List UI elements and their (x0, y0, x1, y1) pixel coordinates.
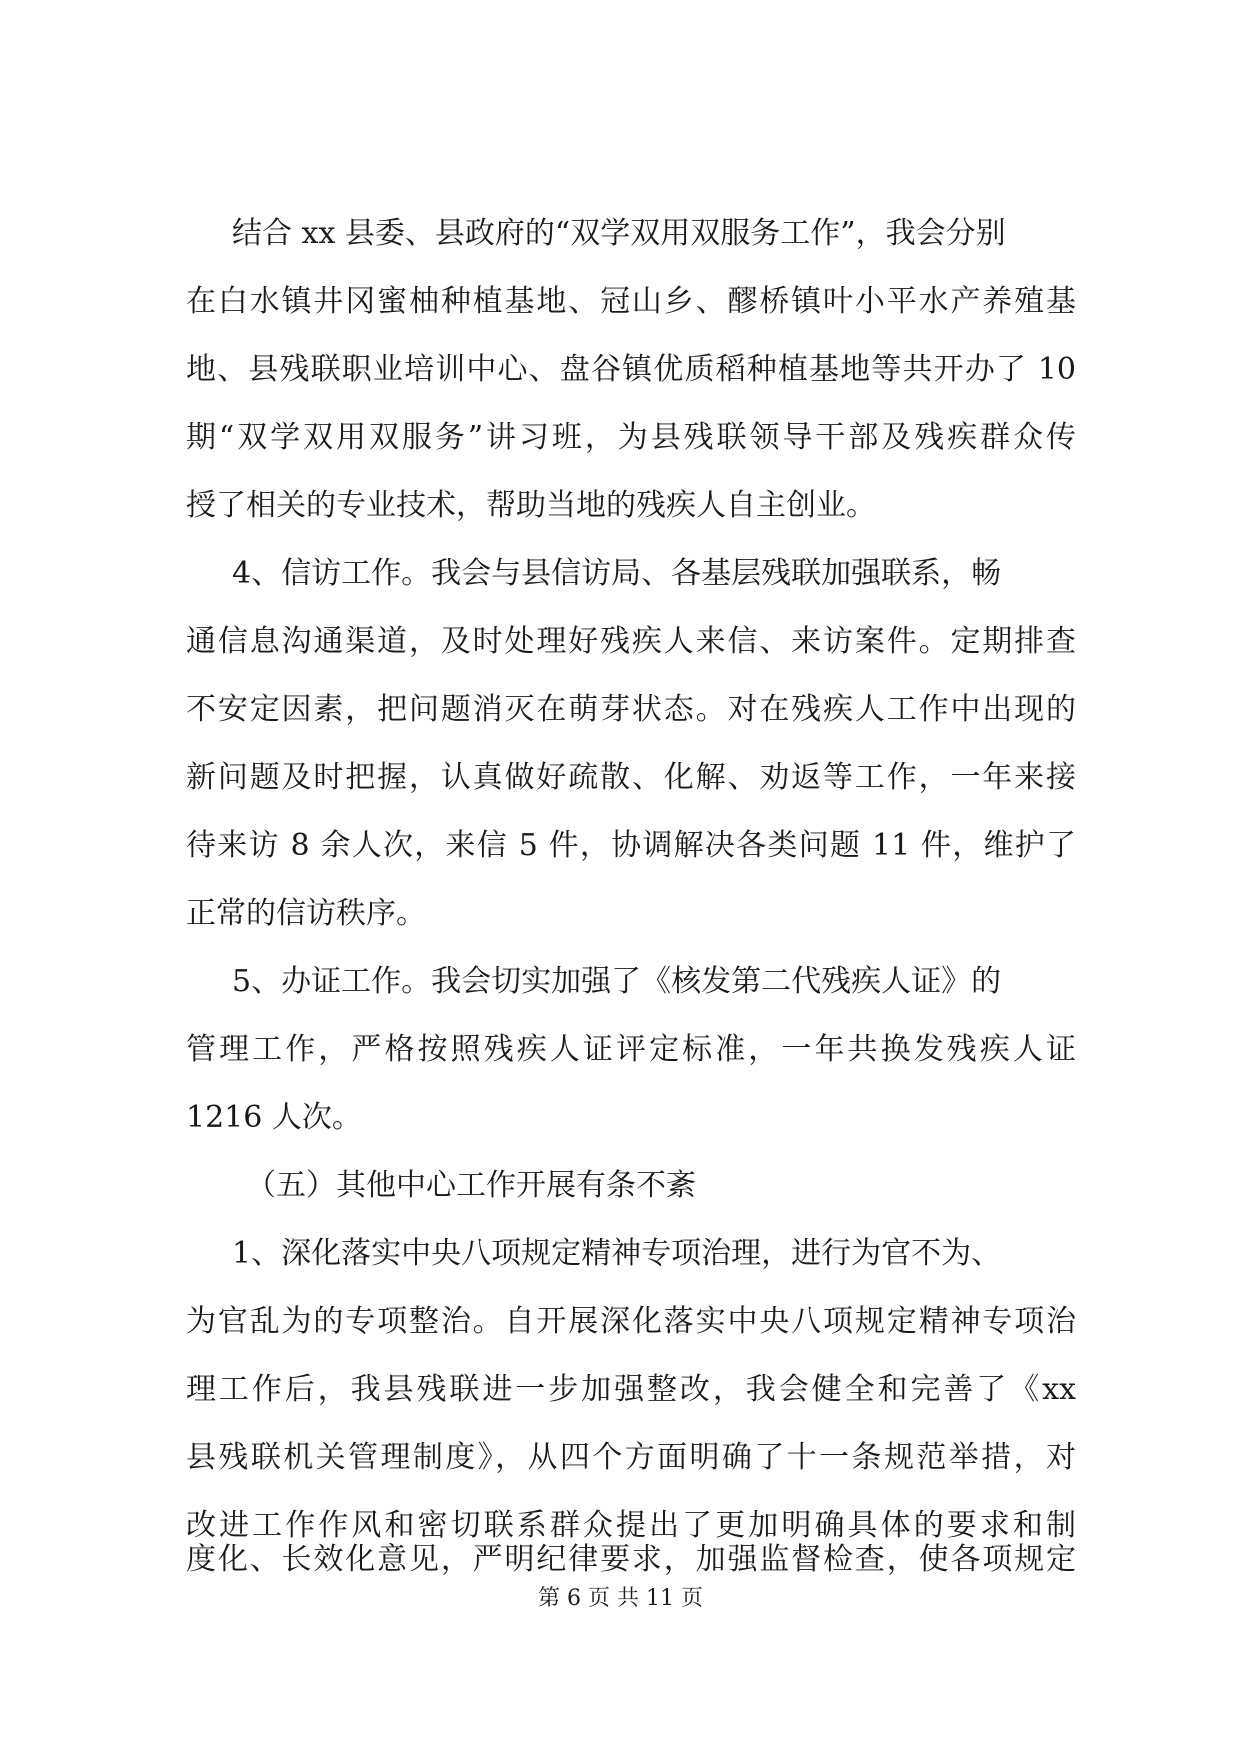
page-footer: 第 6 页 共 11 页 (538, 1586, 703, 1611)
text-line: 授了相关的专业技术，帮助当地的残疾人自主创业。 (186, 488, 876, 523)
text-line: 正常的信访秩序。 (186, 896, 426, 931)
text-line: 理工作后，我县残联进一步加强整改，我会健全和完善了《xx (186, 1372, 1076, 1407)
text-line: 改进工作作风和密切联系群众提出了更加明确具体的要求和制 (186, 1508, 1076, 1543)
text-line: 通信息沟通渠道，及时处理好残疾人来信、来访案件。定期排查 (186, 624, 1076, 659)
text-line: 在白水镇井冈蜜柚种植基地、冠山乡、醪桥镇叶小平水产养殖基 (186, 284, 1076, 319)
text-line: 待来访 8 余人次，来信 5 件，协调解决各类问题 11 件，维护了 (186, 828, 1076, 863)
text-line: 1216 人次。 (186, 1100, 362, 1135)
text-line: 结合 xx 县委、县政府的“双学双用双服务工作”，我会分别 (232, 216, 1006, 251)
text-line: 为官乱为的专项整治。自开展深化落实中央八项规定精神专项治 (186, 1304, 1076, 1339)
text-line: 不安定因素，把问题消灭在萌芽状态。对在残疾人工作中出现的 (186, 692, 1076, 727)
text-line: 1、深化落实中央八项规定精神专项治理，进行为官不为、 (232, 1236, 1002, 1271)
text-line: 管理工作，严格按照残疾人证评定标准，一年共换发残疾人证 (186, 1032, 1076, 1067)
text-line: 4、信访工作。我会与县信访局、各基层残联加强联系，畅 (232, 556, 1002, 591)
text-line: 县残联机关管理制度》，从四个方面明确了十一条规范举措，对 (186, 1440, 1076, 1475)
text-line: 地、县残联职业培训中心、盘谷镇优质稻种植基地等共开办了 10 (186, 352, 1076, 387)
text-line: 期“双学双用双服务”讲习班，为县残联领导干部及残疾群众传 (186, 420, 1076, 455)
text-line: 度化、长效化意见，严明纪律要求，加强监督检查，使各项规定 (186, 1542, 1076, 1577)
text-line: 新问题及时把握，认真做好疏散、化解、劝返等工作，一年来接 (186, 760, 1076, 795)
section-heading: （五）其他中心工作开展有条不紊 (246, 1168, 696, 1203)
text-line: 5、办证工作。我会切实加强了《核发第二代残疾人证》的 (232, 964, 1002, 999)
